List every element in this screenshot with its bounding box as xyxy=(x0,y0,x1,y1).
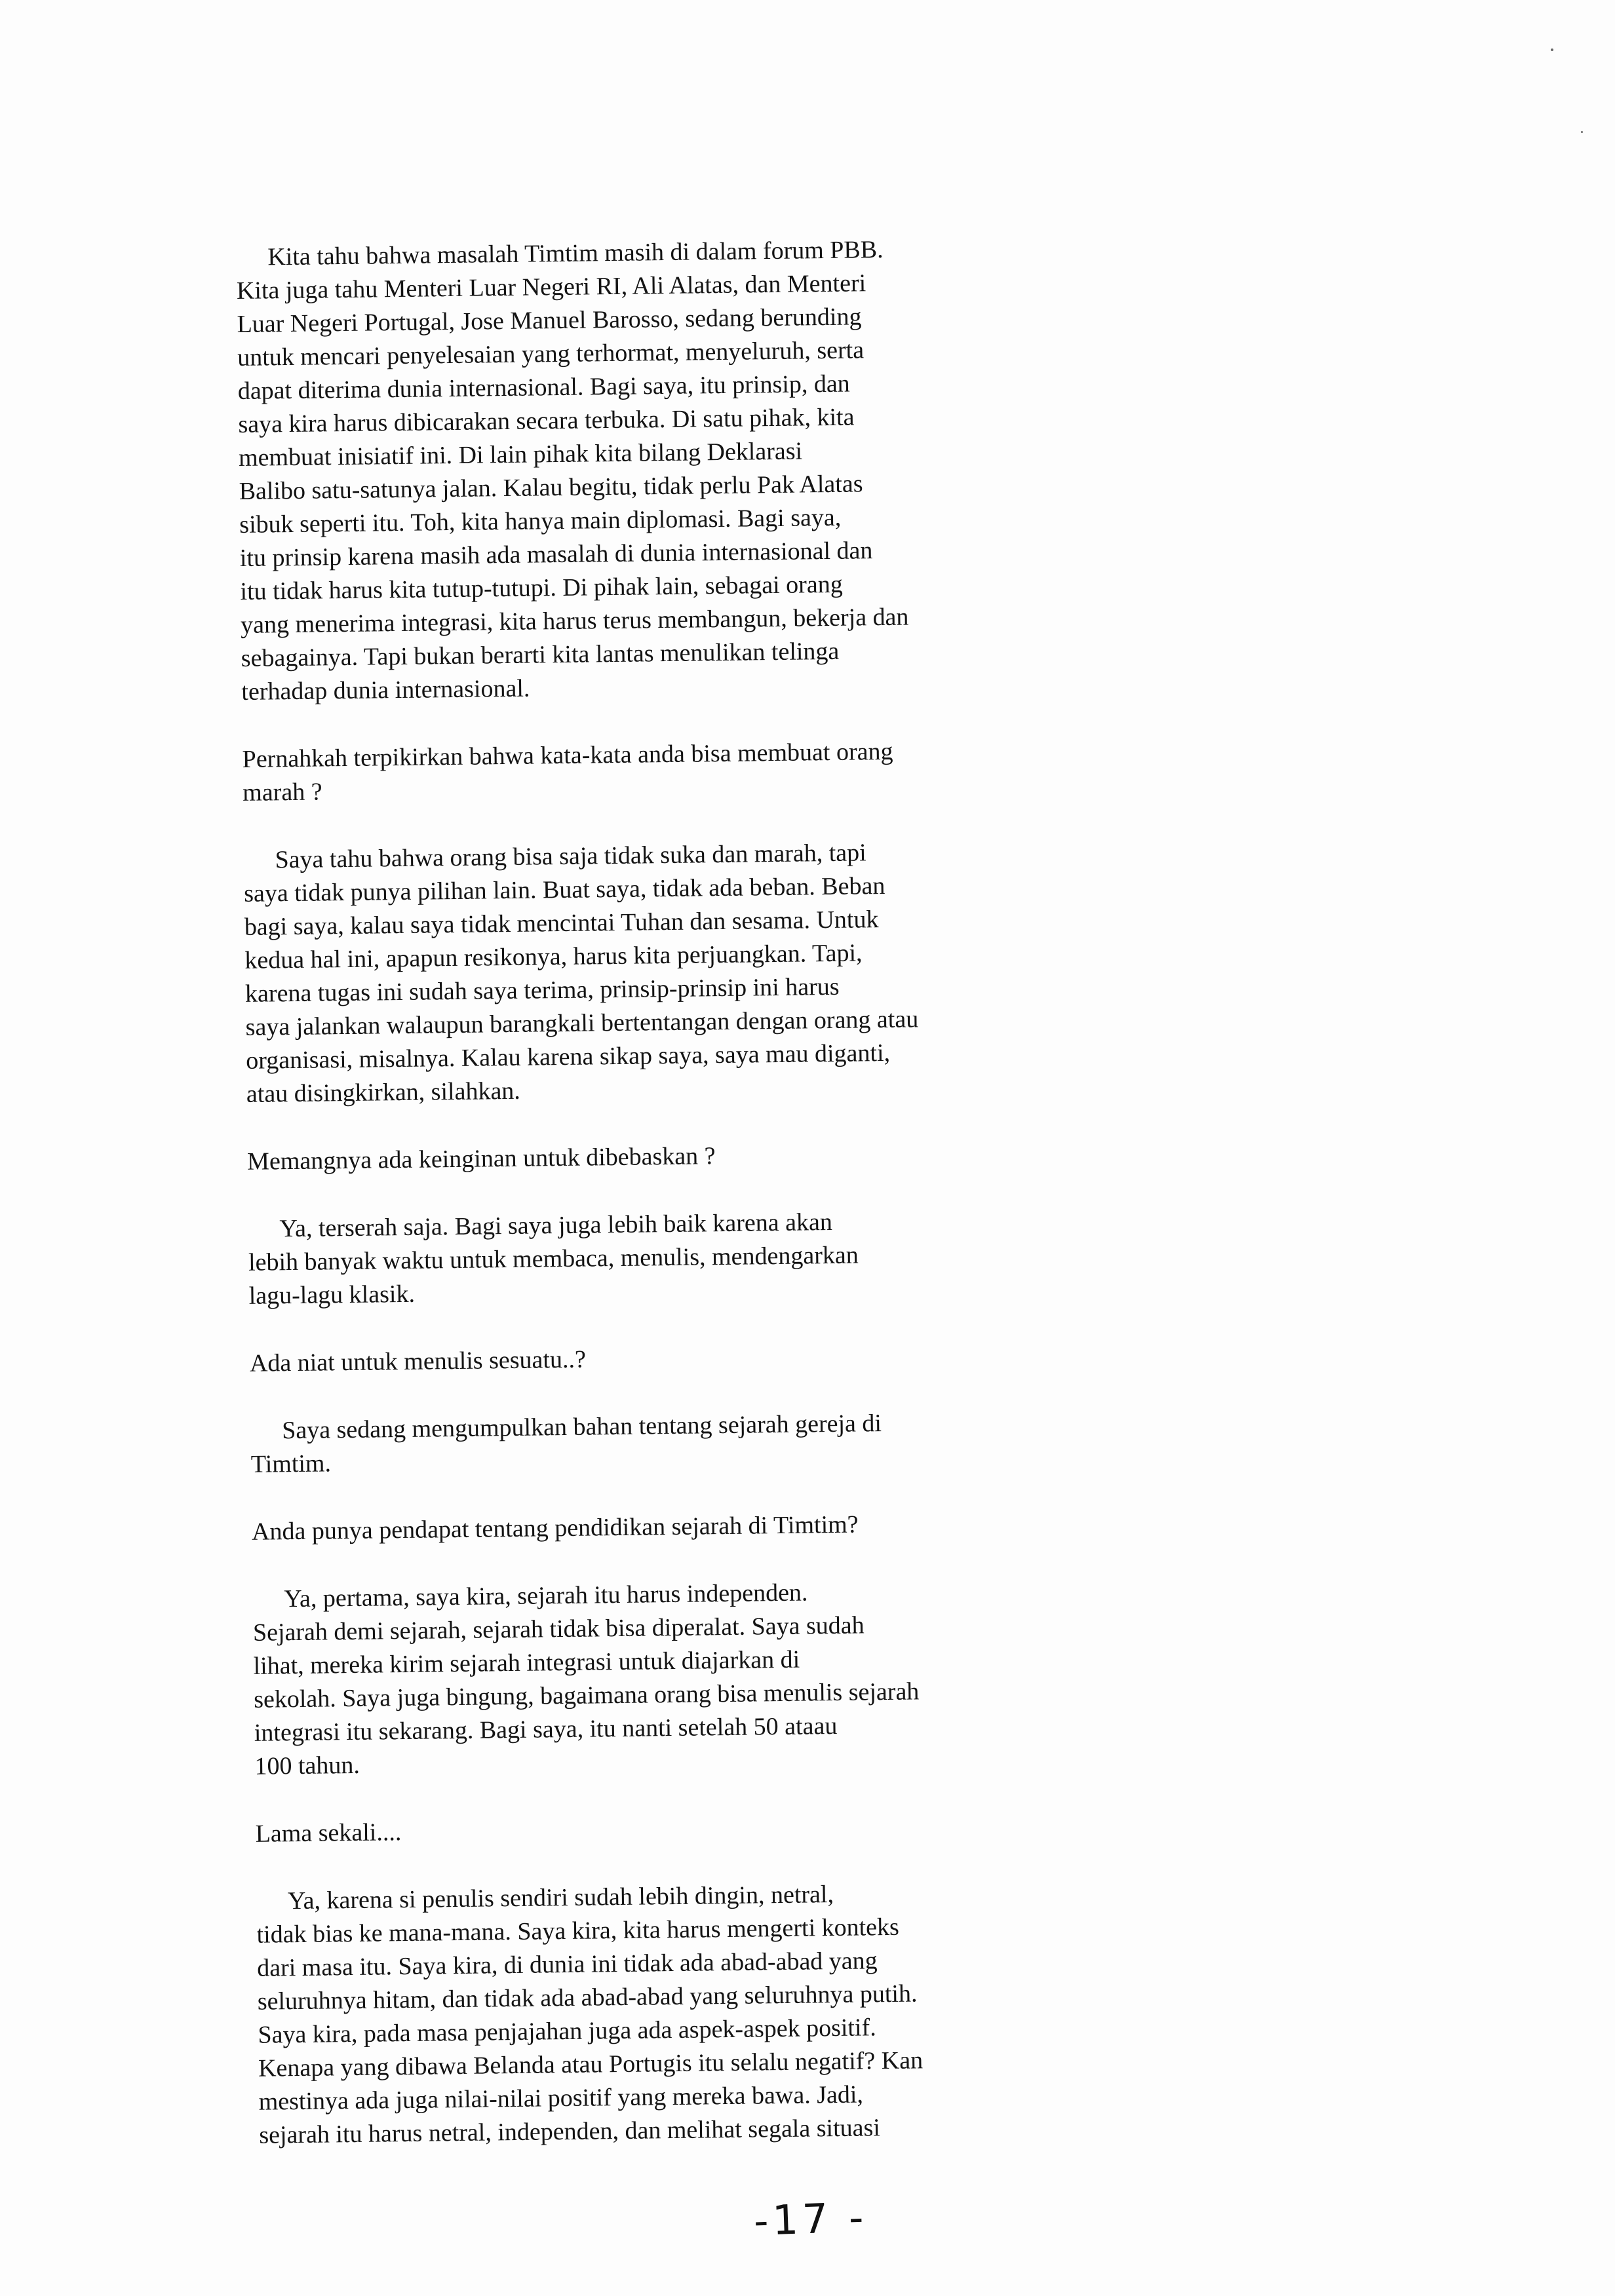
interview-answer xyxy=(252,1573,1048,1784)
interview-answer xyxy=(236,231,1035,709)
text-line: Luar Negeri Portugal, Jose Manuel Barosso, sedang berunding xyxy=(237,303,862,338)
interview-answer xyxy=(256,1875,1053,2152)
text-line: Lama sekali.... xyxy=(255,1818,402,1848)
text-line: lagu-lagu klasik. xyxy=(248,1280,416,1310)
text-line: bagi saya, kalau saya tidak mencintai Tuhan dan sesama. Untuk xyxy=(244,906,879,941)
document-body xyxy=(236,231,1053,2152)
text-line: mestinya ada juga nilai-nilai positif yang mereka bawa. Jadi, xyxy=(258,2080,864,2116)
text-line: karena tugas ini sudah saya terima, prinsip-prinsip ini harus xyxy=(244,972,840,1008)
text-line: itu tidak harus kita tutup-tutupi. Di pihak lain, sebagai orang xyxy=(240,570,843,605)
text-line: saya kira harus dibicarakan secara terbuka. Di satu pihak, kita xyxy=(238,403,855,438)
text-line: Saya tahu bahwa orang bisa saja tidak suka dan marah, tapi xyxy=(275,839,866,874)
text-line: lebih banyak waktu untuk membaca, menulis, mendengarkan xyxy=(248,1241,859,1276)
text-line: Balibo satu-satunya jalan. Kalau begitu, tidak perlu Pak Alatas xyxy=(239,470,863,505)
text-line: Timtim. xyxy=(250,1449,332,1478)
interview-question xyxy=(242,733,1036,810)
interview-answer xyxy=(248,1203,1042,1313)
interview-answer xyxy=(243,834,1040,1111)
text-line: lihat, mereka kirim sejarah integrasi untuk diajarkan di xyxy=(253,1645,800,1680)
text-line: saya jalankan walaupun barangkali bertentangan dengan orang atau xyxy=(245,1005,919,1041)
text-line: membuat inisiatif ini. Di lain pihak kita bilang Deklarasi xyxy=(238,437,803,472)
text-line: yang menerima integrasi, kita harus terus membangun, bekerja dan xyxy=(240,603,909,639)
page-number: -17 - xyxy=(752,2192,868,2246)
text-line: dari masa itu. Saya kira, di dunia ini tidak ada abad-abad yang xyxy=(256,1947,878,1982)
text-line: terhadap dunia internasional. xyxy=(241,674,530,706)
text-line: Anda punya pendapat tentang pendidikan sejarah di Timtim? xyxy=(251,1510,859,1546)
text-line: dapat diterima dunia internasional. Bagi saya, itu prinsip, dan xyxy=(237,370,850,405)
text-line: kedua hal ini, apapun resikonya, harus kita perjuangkan. Tapi, xyxy=(244,939,863,974)
text-line: itu prinsip karena masih ada masalah di dunia internasional dan xyxy=(239,537,873,572)
text-line: saya tidak punya pilihan lain. Buat saya, tidak ada beban. Beban xyxy=(243,871,885,908)
text-line: seluruhnya hitam, dan tidak ada abad-abad yang seluruhnya putih. xyxy=(257,1980,918,2016)
text-line: sekolah. Saya juga bingung, bagaimana orang bisa menulis sejarah xyxy=(253,1677,920,1713)
text-line: sebagainya. Tapi bukan berarti kita lantas menulikan telinga xyxy=(241,637,840,672)
text-line: tidak bias ke mana-mana. Saya kira, kita harus mengerti konteks xyxy=(256,1913,900,1949)
text-line: Sejarah demi sejarah, sejarah tidak bisa diperalat. Saya sudah xyxy=(252,1611,865,1647)
text-line: Ya, karena si penulis sendiri sudah lebih dingin, netral, xyxy=(287,1881,834,1915)
text-line: 100 tahun. xyxy=(254,1751,360,1780)
text-line: untuk mencari penyelesaian yang terhormat, menyeluruh, serta xyxy=(237,336,865,372)
text-line: marah ? xyxy=(243,778,322,807)
text-line: Ada niat untuk menulis sesuatu..? xyxy=(249,1345,587,1377)
text-line: Kita juga tahu Menteri Luar Negeri RI, Ali Alatas, dan Menteri xyxy=(236,269,866,305)
scan-speck xyxy=(1581,131,1583,133)
interview-answer xyxy=(250,1405,1044,1482)
text-line: integrasi itu sekarang. Bagi saya, itu nanti setelah 50 ataau xyxy=(254,1712,838,1747)
text-line: Pernahkah terpikirkan bahwa kata-kata anda bisa membuat orang xyxy=(242,737,893,773)
text-line: sibuk seperti itu. Toh, kita hanya main diplomasi. Bagi saya, xyxy=(239,503,842,539)
text-line: organisasi, misalnya. Kalau karena sikap saya, saya mau diganti, xyxy=(246,1039,891,1075)
text-line: Ya, pertama, saya kira, sejarah itu harus independen. xyxy=(284,1578,808,1613)
text-line: Kenapa yang dibawa Belanda atau Portugis itu selalu negatif? Kan xyxy=(258,2046,924,2082)
text-line: sejarah itu harus netral, independen, dan melihat segala situasi xyxy=(259,2114,881,2149)
text-line: Saya kira, pada masa penjajahan juga ada aspek-aspek positif. xyxy=(258,2014,876,2049)
text-line: atau disingkirkan, silahkan. xyxy=(246,1077,521,1108)
text-line: Memangnya ada keinginan untuk dibebaskan ? xyxy=(246,1142,716,1176)
text-line: Saya sedang mengumpulkan bahan tentang sejarah gereja di xyxy=(281,1409,882,1445)
scan-speck xyxy=(1551,48,1553,51)
text-line: Kita tahu bahwa masalah Timtim masih di dalam forum PBB. xyxy=(267,235,884,271)
text-line: Ya, terserah saja. Bagi saya juga lebih baik karena akan xyxy=(279,1208,833,1243)
